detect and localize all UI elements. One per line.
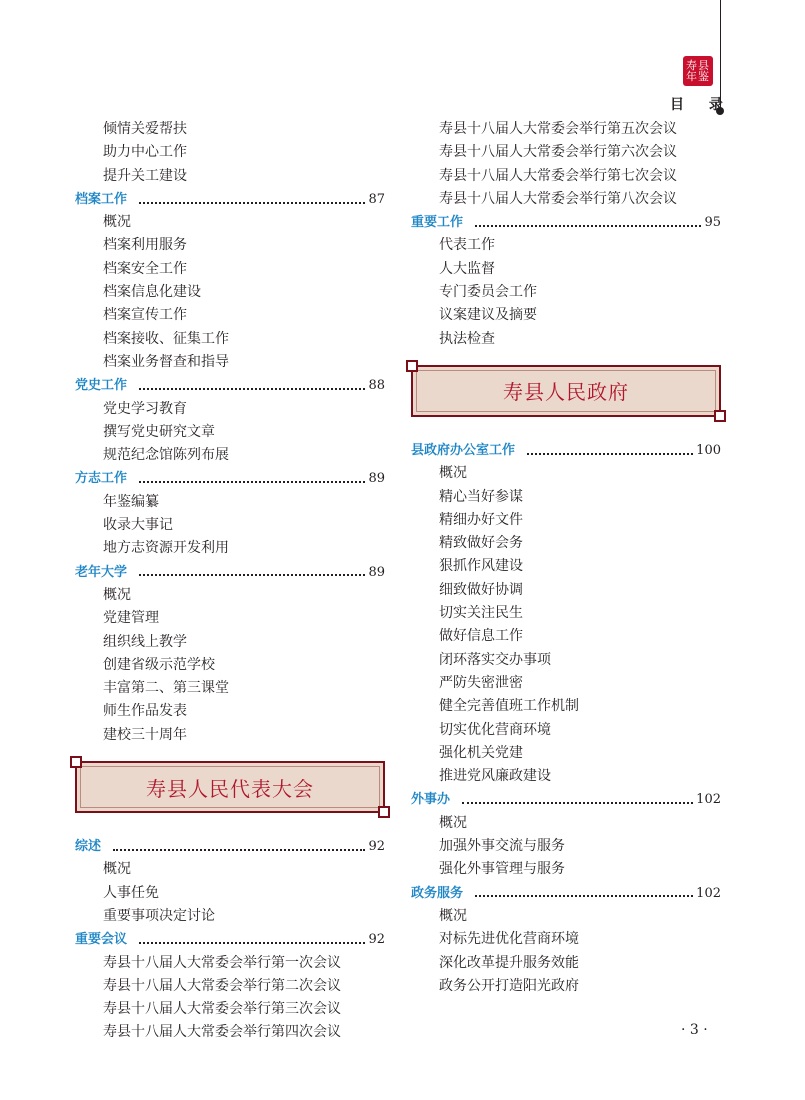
yearbook-seal-logo: 寿县年鉴 (683, 56, 713, 86)
toc-category-title: 方志工作 (75, 471, 128, 487)
toc-category-title: 党史工作 (75, 378, 128, 394)
toc-category-government-services (411, 882, 721, 998)
toc-category-senior-university (75, 561, 385, 747)
toc-category-archives (75, 188, 385, 374)
toc-sub-entry[interactable]: 规范纪念馆陈列布展 (103, 447, 229, 464)
toc-sub-entry[interactable]: 人大监督 (439, 260, 495, 277)
toc-page-number: 92 (368, 932, 385, 948)
toc-category-row[interactable] (411, 439, 721, 462)
toc-category-row[interactable] (75, 374, 385, 397)
toc-sub-entry[interactable]: 档案接收、征集工作 (103, 330, 229, 347)
toc-sub-entry[interactable]: 收录大事记 (103, 517, 173, 534)
toc-sub-entry[interactable]: 师生作品发表 (103, 703, 187, 720)
toc-sub-entry[interactable]: 强化机关党建 (439, 744, 523, 761)
toc-page-number: 92 (368, 839, 385, 855)
toc-page-number: 102 (696, 792, 721, 808)
leader-dots (139, 388, 365, 390)
toc-category-title: 老年大学 (75, 564, 128, 580)
toc-sub-entry[interactable]: 细致做好协调 (439, 581, 523, 598)
toc-sub-entry[interactable]: 精心当好参谋 (439, 488, 523, 505)
toc-sub-entry[interactable]: 档案宣传工作 (103, 307, 187, 324)
spacer (75, 747, 385, 761)
leader-dots (527, 453, 693, 455)
toc-sub-entry[interactable]: 寿县十八届人大常委会举行第六次会议 (439, 144, 677, 161)
toc-category-local-chronicles (75, 467, 385, 560)
toc-category-row[interactable] (411, 882, 721, 905)
toc-sub-entry[interactable]: 寿县十八届人大常委会举行第一次会议 (103, 954, 341, 971)
toc-sub-entry[interactable]: 对标先进优化营商环境 (439, 931, 579, 948)
toc-category-important-meetings (75, 928, 385, 1044)
toc-sub-entry[interactable]: 党建管理 (103, 610, 159, 627)
toc-page-number: 100 (696, 442, 721, 458)
toc-sub-entry[interactable]: 概况 (439, 814, 467, 831)
toc-sub-entry[interactable]: 党史学习教育 (103, 400, 187, 417)
toc-sub-entry[interactable]: 专门委员会工作 (439, 284, 537, 301)
toc-sub-entry[interactable]: 档案信息化建设 (103, 284, 201, 301)
toc-sub-entry[interactable]: 推进党风廉政建设 (439, 768, 551, 785)
toc-sub-entry[interactable]: 建校三十周年 (103, 726, 187, 743)
spacer (411, 417, 721, 431)
toc-sub-entry[interactable]: 寿县十八届人大常委会举行第八次会议 (439, 190, 677, 207)
toc-sub-entry[interactable]: 概况 (103, 586, 131, 603)
toc-sub-entry[interactable]: 切实优化营商环境 (439, 721, 551, 738)
toc-sub-entry[interactable]: 档案安全工作 (103, 260, 187, 277)
toc-right-column (411, 118, 721, 998)
toc-category-foreign-affairs (411, 788, 721, 881)
section-banner-peoples-government (411, 365, 721, 417)
toc-sub-entry[interactable]: 档案业务督查和指导 (103, 353, 229, 370)
toc-sub-entry[interactable]: 创建省级示范学校 (103, 656, 215, 673)
leader-dots (113, 849, 365, 851)
toc-category-row[interactable] (75, 188, 385, 211)
toc-category-row[interactable] (411, 211, 721, 234)
toc-sub-entry[interactable]: 强化外事管理与服务 (439, 861, 565, 878)
toc-sub-entry[interactable]: 丰富第二、第三课堂 (103, 680, 229, 697)
toc-sub-entry[interactable]: 精细办好文件 (439, 511, 523, 528)
toc-sub-entry[interactable]: 概况 (103, 214, 131, 231)
toc-sub-entry[interactable]: 助力中心工作 (103, 144, 187, 161)
section-banner-title: 寿县人民政府 (503, 380, 629, 405)
toc-sub-entry[interactable]: 闭环落实交办事项 (439, 651, 551, 668)
toc-sub-entry[interactable]: 精致做好会务 (439, 535, 523, 552)
toc-sub-entry[interactable]: 加强外事交流与服务 (439, 838, 565, 855)
toc-category-county-government-office (411, 439, 721, 788)
toc-sub-entry[interactable]: 提升关工建设 (103, 167, 187, 184)
toc-sub-entry[interactable]: 年鉴编纂 (103, 493, 159, 510)
toc-sub-entry[interactable]: 撰写党史研究文章 (103, 423, 215, 440)
toc-category-row[interactable] (75, 561, 385, 584)
toc-page-number: 102 (696, 885, 721, 901)
toc-left-column (75, 118, 385, 1045)
toc-sub-entry[interactable]: 倾情关爱帮扶 (103, 121, 187, 137)
toc-category-title: 县政府办公室工作 (411, 442, 516, 458)
toc-page-number: 95 (704, 215, 721, 231)
leader-dots (139, 202, 365, 204)
toc-category-title: 重要工作 (411, 215, 464, 231)
toc-sub-entry[interactable]: 地方志资源开发利用 (103, 540, 229, 557)
toc-sub-entry[interactable]: 寿县十八届人大常委会举行第四次会议 (103, 1024, 341, 1041)
toc-block-continued (411, 118, 721, 211)
leader-dots (475, 895, 693, 897)
leader-dots (139, 942, 365, 944)
toc-sub-entry[interactable]: 寿县十八届人大常委会举行第二次会议 (103, 977, 341, 994)
toc-sub-entry[interactable]: 人事任免 (103, 884, 159, 901)
toc-sub-entry[interactable]: 寿县十八届人大常委会举行第七次会议 (439, 167, 677, 184)
page-number: · 3 · (681, 1022, 708, 1038)
toc-sub-entry[interactable]: 执法检查 (439, 330, 495, 347)
toc-category-title: 政务服务 (411, 885, 464, 901)
toc-page-number: 89 (368, 564, 385, 580)
toc-sub-entry[interactable]: 狠抓作风建设 (439, 558, 523, 575)
leader-dots (462, 802, 693, 804)
toc-sub-entry[interactable]: 切实关注民生 (439, 605, 523, 622)
spacer (411, 351, 721, 365)
leader-dots (475, 225, 701, 227)
spacer (75, 813, 385, 827)
toc-sub-entry[interactable]: 议案建议及摘要 (439, 307, 537, 324)
toc-category-title: 综述 (75, 839, 102, 855)
toc-sub-entry[interactable]: 代表工作 (439, 237, 495, 254)
spacer (411, 431, 721, 439)
toc-category-row[interactable] (75, 928, 385, 951)
toc-category-important-work (411, 211, 721, 351)
toc-sub-entry[interactable]: 重要事项决定讨论 (103, 907, 215, 924)
toc-sub-entry[interactable]: 组织线上教学 (103, 633, 187, 650)
toc-block-continued (75, 118, 385, 188)
toc-category-overview (75, 835, 385, 928)
toc-category-row[interactable] (75, 835, 385, 858)
toc-sub-entry[interactable]: 概况 (439, 465, 467, 482)
spacer (75, 827, 385, 835)
toc-sub-entry[interactable]: 政务公开打造阳光政府 (439, 977, 579, 994)
section-banner-title: 寿县人民代表大会 (146, 776, 314, 801)
toc-sub-entry[interactable]: 概况 (439, 907, 467, 924)
toc-category-row[interactable] (75, 467, 385, 490)
leader-dots (139, 481, 365, 483)
toc-page-number: 89 (368, 471, 385, 487)
toc-category-title: 重要会议 (75, 932, 128, 948)
page-header-title: 目 录 (670, 97, 733, 113)
toc-page-number: 87 (368, 191, 385, 207)
leader-dots (139, 574, 365, 576)
toc-sub-entry[interactable]: 深化改革提升服务效能 (439, 954, 579, 971)
toc-sub-entry[interactable]: 寿县十八届人大常委会举行第三次会议 (103, 1001, 341, 1018)
toc-sub-entry[interactable]: 寿县十八届人大常委会举行第五次会议 (439, 121, 677, 137)
toc-category-title: 档案工作 (75, 191, 128, 207)
toc-page-number: 88 (368, 378, 385, 394)
toc-sub-entry[interactable]: 严防失密泄密 (439, 674, 523, 691)
toc-category-title: 外事办 (411, 792, 451, 808)
toc-sub-entry[interactable]: 概况 (103, 861, 131, 878)
toc-sub-entry[interactable]: 做好信息工作 (439, 628, 523, 645)
toc-sub-entry[interactable]: 档案利用服务 (103, 237, 187, 254)
toc-category-party-history (75, 374, 385, 467)
toc-category-row[interactable] (411, 788, 721, 811)
section-banner-peoples-congress (75, 761, 385, 813)
toc-sub-entry[interactable]: 健全完善值班工作机制 (439, 698, 579, 715)
